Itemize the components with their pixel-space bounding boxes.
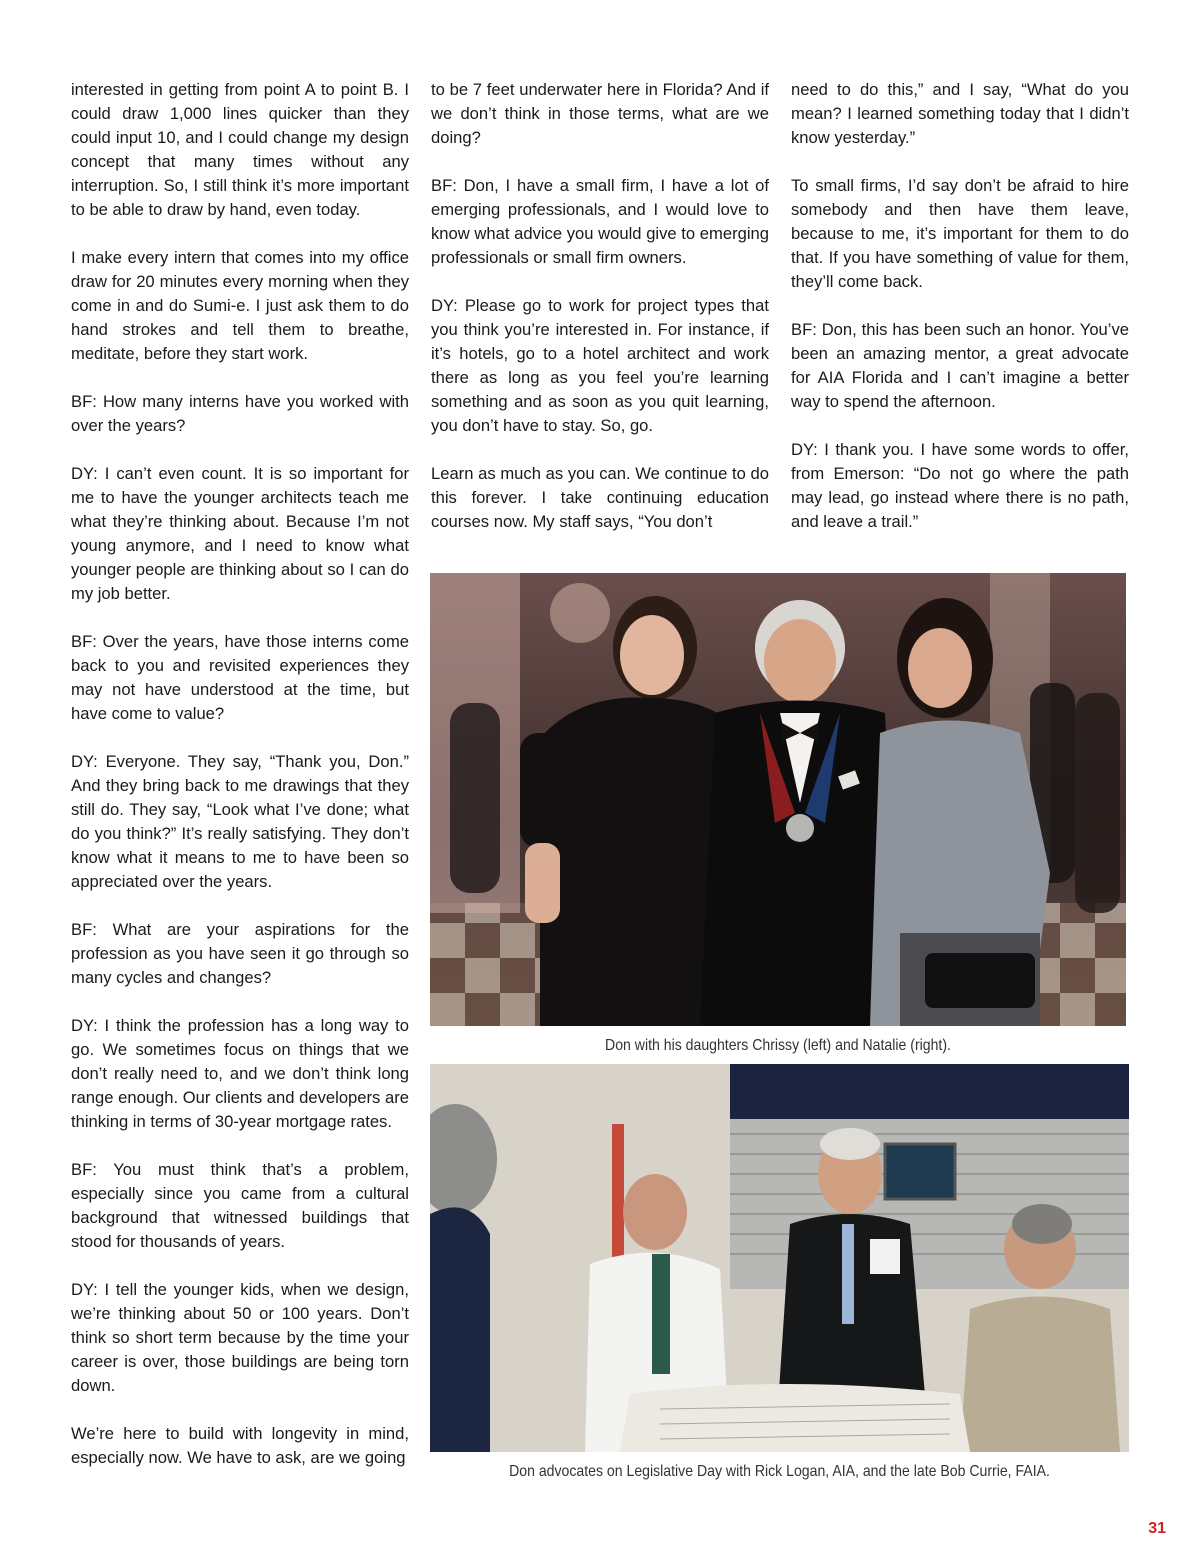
article-column-1 xyxy=(71,78,409,1470)
paragraph: I make every intern that comes into my office draw for 20 minutes every morning when they come in and do Sumi-e. I just ask them to do hand strokes and tell them to breathe, meditate, before they start work. xyxy=(71,248,409,363)
paragraph: DY: Everyone. They say, “Thank you, Don.” And they bring back to me drawings that they still do. They say, “Look what I’ve done; what do you think?” It’s really satisfying. They don’t know what it means to me to have been so appreciated over the years. xyxy=(71,752,409,891)
article-column-3 xyxy=(791,78,1129,534)
paragraph: BF: Don, this has been such an honor. You’ve been an amazing mentor, a great advocate for AIA Florida and I can’t imagine a better way to spend the afternoon. xyxy=(791,320,1129,411)
gala-photo-illustration xyxy=(430,573,1126,1026)
gala-photo xyxy=(430,573,1126,1026)
paragraph: We’re here to build with longevity in mind, especially now. We have to ask, are we going xyxy=(71,1424,409,1467)
page-number: 31 xyxy=(1148,1520,1166,1537)
paragraph: To small firms, I’d say don’t be afraid to hire somebody and then have them leave, because to me, it’s important for them to do that. If you have something of value for them, they’ll come back. xyxy=(791,176,1129,291)
paragraph: DY: Please go to work for project types that you think you’re interested in. For instance, if it’s hotels, go to a hotel architect and work there as long as you feel you’re learning something and as soon as you quit learning, you don’t have to stay. So, go. xyxy=(431,296,769,435)
paragraph: interested in getting from point A to point B. I could draw 1,000 lines quicker than they could input 10, and I could change my design concept that many times without any interruption. So, I still think it’s more important to be able to draw by hand, even today. xyxy=(71,80,409,219)
paragraph: BF: Over the years, have those interns come back to you and revisited experiences they may not have understood at the time, but have come to value? xyxy=(71,632,409,723)
paragraph: DY: I thank you. I have some words to offer, from Emerson: “Do not go where the path may lead, go instead where there is no path, and leave a trail.” xyxy=(791,440,1129,531)
paragraph: BF: How many interns have you worked with over the years? xyxy=(71,392,409,435)
paragraph: DY: I think the profession has a long way to go. We sometimes focus on things that we don’t really need to, and we don’t think long range enough. Our clients and developers are thinking in terms of 30-year mortgage rates. xyxy=(71,1016,409,1131)
paragraph: to be 7 feet underwater here in Florida? And if we don’t think in those terms, what are we doing? xyxy=(431,80,769,147)
photo-caption: Don advocates on Legislative Day with Rick Logan, AIA, and the late Bob Currie, FAIA. xyxy=(509,1463,1050,1480)
paragraph: Learn as much as you can. We continue to do this forever. I take continuing education courses now. My staff says, “You don’t xyxy=(431,464,769,531)
paragraph: need to do this,” and I say, “What do you mean? I learned something today that I didn’t know yesterday.” xyxy=(791,80,1129,147)
photo-caption: Don with his daughters Chrissy (left) and Natalie (right). xyxy=(605,1037,951,1054)
paragraph: DY: I tell the younger kids, when we design, we’re thinking about 50 or 100 years. Don’t think so short term because by the time your career is over, those buildings are being torn down. xyxy=(71,1280,409,1395)
legislative-day-photo xyxy=(430,1064,1129,1452)
paragraph: BF: Don, I have a small firm, I have a lot of emerging professionals, and I would love to know what advice you would give to emerging professionals or small firm owners. xyxy=(431,176,769,267)
paragraph: BF: What are your aspirations for the profession as you have seen it go through so many cycles and changes? xyxy=(71,920,409,987)
paragraph: BF: You must think that’s a problem, especially since you came from a cultural background that witnessed buildings that stood for thousands of years. xyxy=(71,1160,409,1251)
paragraph: DY: I can’t even count. It is so important for me to have the younger architects teach me what they’re thinking about. Because I’m not young anymore, and I need to know what younger people are thinking about so I can do my job better. xyxy=(71,464,409,603)
article-column-2 xyxy=(431,78,769,534)
legislative-day-illustration xyxy=(430,1064,1129,1452)
